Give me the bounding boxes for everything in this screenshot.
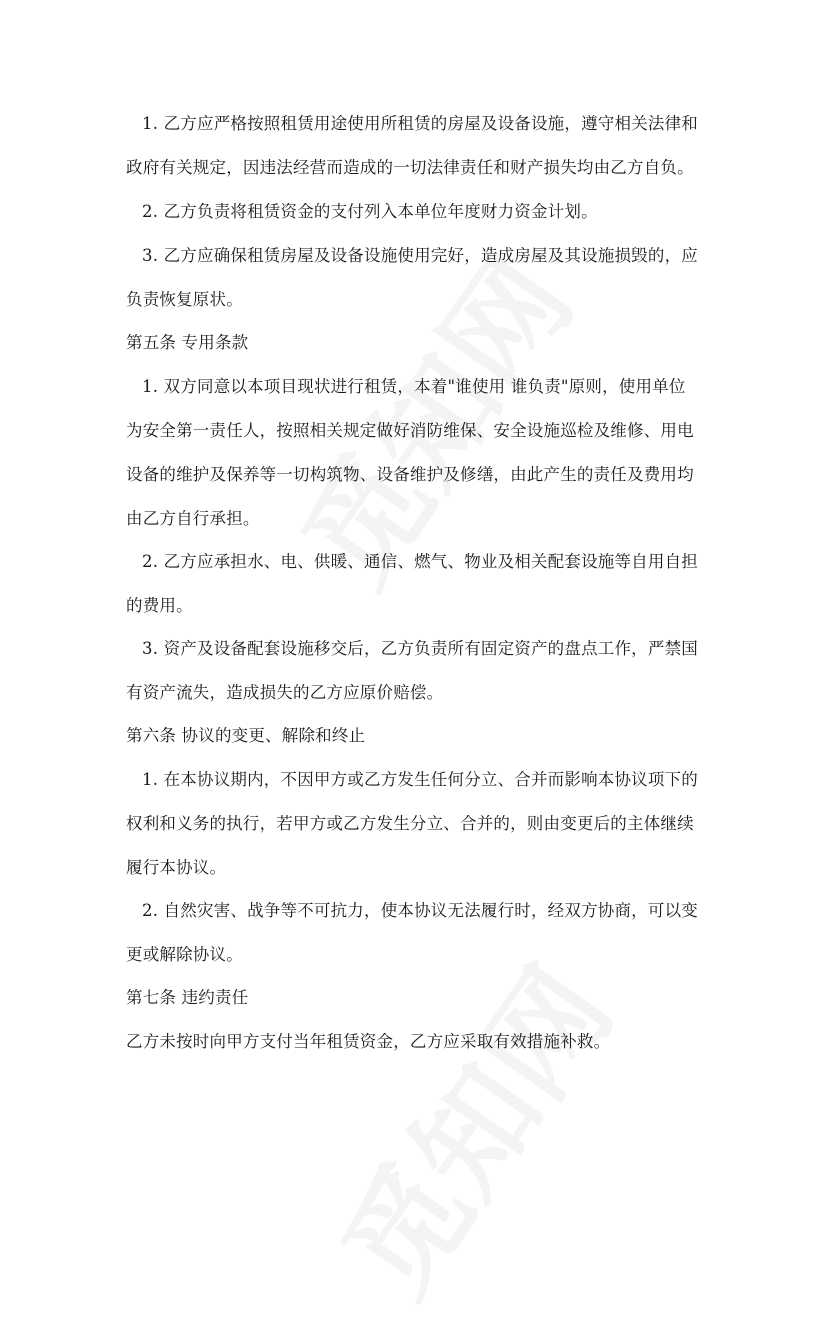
clause-6-item-1-line-1: 1. 在本协议期内，不因甲方或乙方发生任何分立、合并而影响本协议项下的 bbox=[142, 770, 698, 789]
clause-6-item-2-line-2: 更或解除协议。 bbox=[126, 945, 243, 964]
clause-5-item-2-line-1: 2. 乙方应承担水、电、供暖、通信、燃气、物业及相关配套设施等自用自担 bbox=[142, 552, 698, 571]
clause-5-item-1-line-3: 设备的维护及保养等一切构筑物、设备维护及修缮，由此产生的责任及费用均 bbox=[126, 465, 694, 484]
clause-6-item-2-line-1: 2. 自然灾害、战争等不可抗力，使本协议无法履行时，经双方协商，可以变 bbox=[142, 901, 698, 920]
clause-4-item-1-line-2: 政府有关规定，因违法经营而造成的一切法律责任和财产损失均由乙方自负。 bbox=[126, 158, 694, 177]
clause-4-item-1-line-1: 1. 乙方应严格按照租赁用途使用所租赁的房屋及设备设施，遵守相关法律和 bbox=[142, 114, 698, 133]
clause-6-item-1-line-3: 履行本协议。 bbox=[126, 858, 227, 877]
clause-5-item-3-line-2: 有资产流失，造成损失的乙方应原价赔偿。 bbox=[126, 683, 444, 702]
clause-5-heading: 第五条 专用条款 bbox=[126, 333, 249, 352]
clause-7-heading: 第七条 违约责任 bbox=[126, 988, 249, 1007]
clause-5-item-2-line-2: 的费用。 bbox=[126, 596, 193, 615]
clause-6-heading: 第六条 协议的变更、解除和终止 bbox=[126, 726, 366, 745]
clause-4-item-3-line-1: 3. 乙方应确保租赁房屋及设备设施使用完好，造成房屋及其设施损毁的，应 bbox=[142, 246, 698, 265]
clause-5-item-1-line-2: 为安全第一责任人，按照相关规定做好消防维保、安全设施巡检及维修、用电 bbox=[126, 421, 694, 440]
clause-5-item-1-line-1: 1. 双方同意以本项目现状进行租赁，本着"谁使用 谁负责"原则，使用单位 bbox=[142, 377, 686, 396]
clause-6-item-1-line-2: 权利和义务的执行，若甲方或乙方发生分立、合并的，则由变更后的主体继续 bbox=[126, 814, 694, 833]
clause-7-body: 乙方未按时向甲方支付当年租赁资金，乙方应采取有效措施补救。 bbox=[126, 1032, 611, 1051]
clause-4-item-2-line-1: 2. 乙方负责将租赁资金的支付列入本单位年度财力资金计划。 bbox=[142, 202, 598, 221]
clause-5-item-1-line-4: 由乙方自行承担。 bbox=[126, 509, 260, 528]
watermark bbox=[296, 929, 643, 1323]
clause-5-item-3-line-1: 3. 资产及设备配套设施移交后，乙方负责所有固定资产的盘点工作，严禁国 bbox=[142, 639, 698, 658]
clause-4-item-3-line-2: 负责恢复原状。 bbox=[126, 290, 243, 309]
